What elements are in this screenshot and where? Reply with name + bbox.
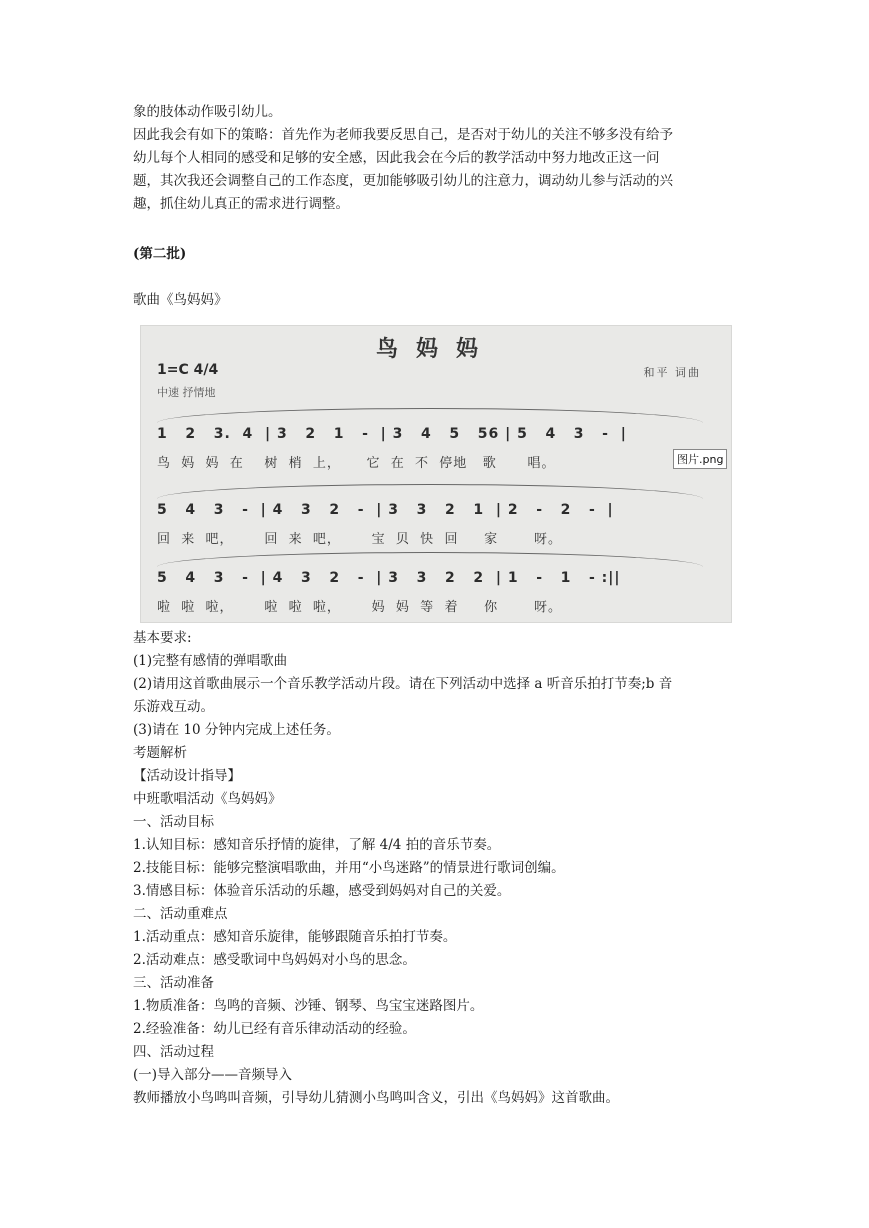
score-title: 鸟妈妈: [375, 337, 496, 362]
text-line: 象的肢体动作吸引幼儿。: [133, 104, 282, 120]
section-heading-block: [133, 243, 753, 266]
score-lyrics: 啦 啦 啦， 啦 啦 啦， 妈 妈 等 着 你 呀。: [157, 600, 563, 615]
text-line: 一、活动目标: [133, 814, 214, 830]
score-lyrics: 鸟 妈 妈 在 树 梢 上， 它 在 不 停地 歌 唱。: [157, 456, 556, 471]
slur-line: [157, 408, 703, 423]
text-line: (一)导入部分——音频导入: [133, 1067, 293, 1083]
text-line: 2.经验准备：幼儿已经有音乐律动活动的经验。: [133, 1021, 416, 1037]
text-line: 基本要求:: [133, 630, 192, 646]
text-line: 题，其次我还会调整自己的工作态度，更加能够吸引幼儿的注意力，调动幼儿参与活动的兴: [133, 173, 673, 189]
text-line: (3)请在 10 分钟内完成上述任务。: [133, 722, 340, 738]
song-label-block: [133, 289, 753, 312]
text-line: 【活动设计指导】: [133, 768, 241, 784]
text-line: 考题解析: [133, 745, 187, 761]
text-line: 乐游戏互动。: [133, 699, 214, 715]
score-notes: 5 4 3 - | 4 3 2 - | 3 3 2 2 | 1 - 1 - :||: [157, 570, 621, 586]
text-line: 四、活动过程: [133, 1044, 214, 1060]
body-text: [133, 627, 753, 1110]
slur-line: [157, 552, 703, 567]
score-row: [149, 408, 723, 478]
text-line: (1)完整有感情的弹唱歌曲: [133, 653, 288, 669]
score-row: [149, 552, 723, 622]
song-label: 歌曲《鸟妈妈》: [133, 292, 228, 308]
image-filename-tag: 图片.png: [673, 449, 727, 469]
text-line: 2.技能目标：能够完整演唱歌曲，并用“小鸟迷路”的情景进行歌词创编。: [133, 860, 565, 876]
section-heading: (第二批): [133, 246, 187, 262]
text-line: 二、活动重难点: [133, 906, 228, 922]
text-line: 三、活动准备: [133, 975, 214, 991]
text-line: 教师播放小鸟鸣叫音频，引导幼儿猜测小鸟鸣叫含义，引出《鸟妈妈》这首歌曲。: [133, 1090, 619, 1106]
text-line: 3.情感目标：体验音乐活动的乐趣，感受到妈妈对自己的关爱。: [133, 883, 511, 899]
score-composer: 和平 词曲: [643, 366, 701, 379]
score-lyrics: 回 来 吧， 回 来 吧， 宝 贝 快 回 家 呀。: [157, 532, 563, 547]
score-notes: 1 2 3. 4 | 3 2 1 - | 3 4 5 56 | 5 4 3 - |: [157, 426, 627, 442]
score-key: 1=C 4/4: [157, 362, 219, 378]
text-line: 因此我会有如下的策略：首先作为老师我要反思自己，是否对于幼儿的关注不够多没有给予: [133, 127, 673, 143]
score-notes: 5 4 3 - | 4 3 2 - | 3 3 2 1 | 2 - 2 - |: [157, 502, 614, 518]
intro-paragraph: [133, 101, 753, 216]
score-tempo: 中速 抒情地: [157, 386, 216, 399]
text-line: 中班歌唱活动《鸟妈妈》: [133, 791, 282, 807]
score-row: [149, 484, 723, 554]
sheet-music-image: [140, 325, 732, 623]
text-line: 1.物质准备：鸟鸣的音频、沙锤、钢琴、鸟宝宝迷路图片。: [133, 998, 484, 1014]
slur-line: [157, 484, 703, 499]
text-line: 趣，抓住幼儿真正的需求进行调整。: [133, 196, 349, 212]
text-line: 1.认知目标：感知音乐抒情的旋律，了解 4/4 拍的音乐节奏。: [133, 837, 501, 853]
text-line: 幼儿每个人相同的感受和足够的安全感，因此我会在今后的教学活动中努力地改正这一问: [133, 150, 660, 166]
text-line: (2)请用这首歌曲展示一个音乐教学活动片段。请在下列活动中选择 a 听音乐拍打节奏;b 音: [133, 676, 673, 692]
text-line: 2.活动难点：感受歌词中鸟妈妈对小鸟的思念。: [133, 952, 416, 968]
text-line: 1.活动重点：感知音乐旋律，能够跟随音乐拍打节奏。: [133, 929, 457, 945]
